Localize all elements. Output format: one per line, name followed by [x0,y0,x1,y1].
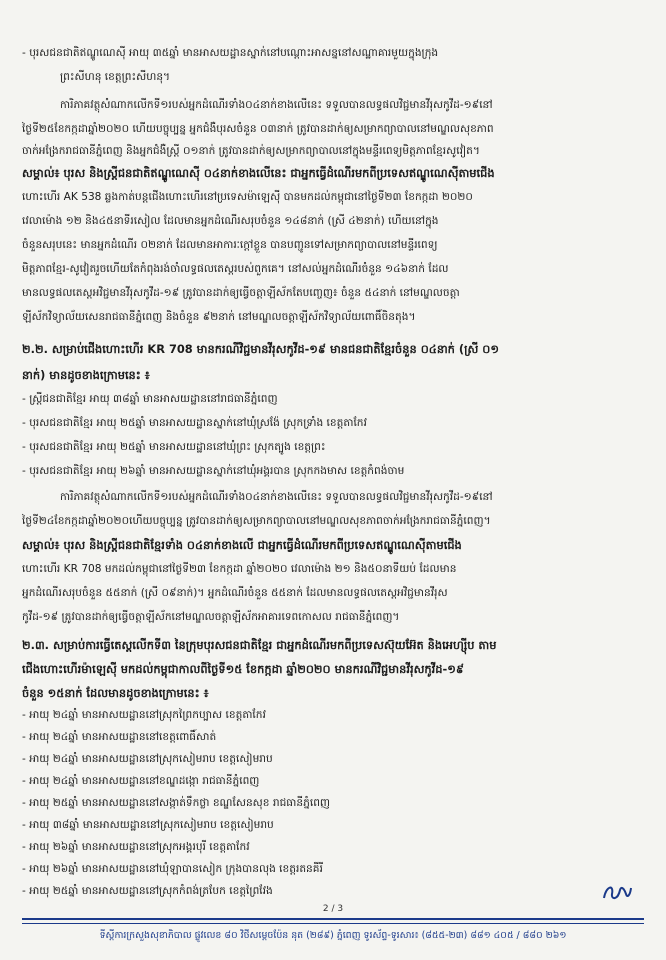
signature-mark [600,880,634,904]
body-line: វេលាម៉ោង ១២ និង៤៥នាទីរសៀល ដែលមានអ្នកដំណើរសរុបចំនួន ១៤៨នាក់ (ស្រី ៤២នាក់) ហើយនៅក្នុង [22,215,439,227]
body-line: ថ្ងៃទី២៤ខែកក្កដាឆ្នាំ២០២០ហើយបច្ចុប្បន្ន ត្រូវបានដាក់ឲ្យសម្រាកព្យាបាលនៅមណ្ឌលសុខភាពចាក់អង្រែករាជធានីភ្នំពេញ។ [22,515,491,527]
list-item: - អាយុ ២៤ឆ្នាំ មានអាសយដ្ឋាននៅស្រុកព្រៃកប្បាស ខេត្តតាកែវ [22,709,266,721]
list-item: - អាយុ ២៥ឆ្នាំ មានអាសយដ្ឋាននៅស្រុកកំពង់ត្របែក ខេត្តព្រៃវែង [22,885,273,897]
body-line: ហោះហើរ KR 708 មកដល់កម្ពុជានៅថ្ងៃទី២៣ ខែកក្កដា ឆ្នាំ២០២០ វេលាម៉ោង ២១ និង៥០នាទីយប់ ដែលមាន [22,563,457,575]
list-item: - ស្ត្រីជនជាតិខ្មែរ អាយុ ៣៨ឆ្នាំ មានអាសយដ្ឋាននៅរាជធានីភ្នំពេញ [22,393,278,405]
body-line: ចាក់អង្រែករាជធានីភ្នំពេញ និងអ្នកជំងឺស្ត្រី ០១នាក់ ត្រូវបានដាក់ឲ្យសម្រាកព្យាបាលនៅក្នុងមន្ទីរពេទ្យមិត្តភាពខ្មែរសូវៀត។ [22,145,480,157]
body-line: មានលទ្ធផលតេស្តអវិជ្ជមានវីរុសកូវីដ-១៩ ត្រូវបានដាក់ឲ្យធ្វើចត្តាឡីស័កតែបញ្ចេញ៖ ចំនួន ៥៤នាក់ នៅមណ្ឌលចត្តា [22,287,460,299]
body-line: ចំនួនសរុបនេះ មានអ្នកដំណើរ ០២នាក់ ដែលមានអាការៈក្តៅខ្លួន បានបញ្ជូនទៅសម្រាកព្យាបាលនៅមន្ទីរពេទ្យ [22,239,438,251]
section-heading: នាក់) មានដូចខាងក្រោមនេះ ៖ [22,368,150,382]
body-line: ឡីស័កវិទ្យាល័យសេនរាជធានីភ្នំពេញ និងចំនួន ៩២នាក់ នៅមណ្ឌលចត្តាឡីស័កវិទ្យាល័យពោធិ៍ចិនតុង។ [22,311,416,323]
body-line: ហោះហើរ AK 538 ឆ្លងកាត់បន្តជើងហោះហើរនៅប្រទេសម៉ាឡេស៊ី បានមកដល់កម្ពុជានៅថ្ងៃទី២៣ ខែកក្កដា ២០២០ [22,191,473,203]
footer-address: ទីស្តីការក្រសួងសុខាភិបាល ផ្លូវលេខ ៨០ វិថីសម្តេចប៉ែន នុត (២៨៩) ភ្នំពេញ ទូរស័ព្ទ-ទូរសារ៖ (៨៥៥-២៣) ៨៨១ ៤០៥ / ៨៨០ ២៦១ [99,930,567,941]
list-item: - អាយុ ២៥ឆ្នាំ មានអាសយដ្ឋាននៅសង្កាត់ទឹកថ្លា ខណ្ឌសែនសុខ រាជធានីភ្នំពេញ [22,797,331,809]
list-item: - អាយុ ២៤ឆ្នាំ មានអាសយដ្ឋាននៅស្រុកសៀមរាប ខេត្តសៀមរាប [22,753,273,765]
footer-rule [22,918,644,920]
list-item: - អាយុ ២៦ឆ្នាំ មានអាសយដ្ឋាននៅឃុំឡាបានសៀក ក្រុងបានលុង ខេត្តរតនគីរី [22,863,323,875]
list-item: - អាយុ ២៤ឆ្នាំ មានអាសយដ្ឋាននៅខណ្ឌដង្កោ រាជធានីភ្នំពេញ [22,775,260,787]
note-line: សម្គាល់៖ បុរស និងស្ត្រីជនជាតិខ្មែរទាំង ០៤នាក់ខាងលើ ជាអ្នកធ្វើដំណើរមកពីប្រទេសឥណ្ឌូណេស៊ីតាមជើង [22,538,462,552]
body-line: ថ្ងៃទី២៥ខែកក្កដាឆ្នាំ២០២០ ហើយបច្ចុប្បន្ន អ្នកជំងឺបុរសចំនួន ០៣នាក់ ត្រូវបានដាក់ឲ្យសម្រាកព្យាបាលនៅមណ្ឌលសុខភាព [22,123,494,135]
footer-rule [22,923,644,924]
list-item: - បុរសជនជាតិខ្មែរ អាយុ ២៥ឆ្នាំ មានអាសយដ្ឋាននៅឃុំព្រះ ស្រុកត្បូង ខេត្តព្រះ [22,441,326,453]
document-page [22,16,644,946]
body-line: ការិភាគវត្ថុសំណាកលើកទី១របស់អ្នកដំណើរទាំង០៤នាក់ខាងលើនេះ ទទួលបានលទ្ធផលវិជ្ជមានវីរុសកូវីដ-១៩នៅ [60,491,493,503]
list-item: - អាយុ ២៦ឆ្នាំ មានអាសយដ្ឋាននៅស្រុកអង្គរបុរី ខេត្តតាកែវ [22,841,250,853]
section-heading: ២.២. សម្រាប់ជើងហោះហើរ KR 708 មានករណីវិជ្ជមានវីរុសកូវីដ-១៩ មានជនជាតិខ្មែរចំនួន ០៤នាក់ (ស្រី ០១ [22,342,499,356]
body-line: មិត្តភាពខ្មែរ-សូវៀតរួចហើយតែកំពុងរង់ចាំលទ្ធផលតេស្តរបស់ពួកគេ។ នៅសល់អ្នកដំណើរចំនួន ១៤៦នាក់ ដែល [22,263,449,275]
body-line: អ្នកដំណើរសរុបចំនួន ៥៥នាក់ (ស្រី ០៩នាក់)។ អ្នកដំណើរចំនួន ៥៥នាក់ ដែលមានលទ្ធផលតេស្តអវិជ្ជមានវីរុស [22,587,448,599]
body-line: ព្រះសីហនុ ខេត្តព្រះសីហនុ។ [60,71,171,83]
note-line: សម្គាល់៖ បុរស និងស្ត្រីជនជាតិឥណ្ឌូណេស៊ី ០៤នាក់ខាងលើនេះ ជាអ្នកធ្វើដំណើរមកពីប្រទេសឥណ្ឌូណេស៊ីតាមជើង [22,166,495,180]
section-heading: ជើងហោះហើរម៉ាឡេស៊ី មកដល់កម្ពុជាកាលពីថ្ងៃទី១៥ ខែកក្កដា ឆ្នាំ២០២០ មានករណីវិជ្ជមានវីរុសកូវីដ-១៩ [22,662,464,676]
list-item: - បុរសជនជាតិខ្មែរ អាយុ ២៦ឆ្នាំ មានអាសយដ្ឋានស្នាក់នៅឃុំអង្គរបាន ស្រុកកងមាស ខេត្តកំពង់ចាម [22,465,405,477]
page-number: 2 / 3 [322,904,344,914]
list-item: - បុរសជនជាតិខ្មែរ អាយុ ២៥ឆ្នាំ មានអាសយដ្ឋានស្នាក់នៅឃុំស្រង៉ែ ស្រុកទ្រាំង ខេត្តតាកែវ [22,417,367,429]
body-line: កូវីដ-១៩ ត្រូវបានដាក់ឲ្យធ្វើចត្តាឡីស័កនៅមណ្ឌលចត្តាឡីស័កអាគារទេពកោសល រាជធានីភ្នំពេញ។ [22,611,400,623]
section-heading: ចំនួន ១៥នាក់ ដែលមានដូចខាងក្រោមនេះ ៖ [22,686,209,700]
body-line: ការិភាគវត្ថុសំណាកលើកទី១របស់អ្នកដំណើរទាំង០៤នាក់ខាងលើនេះ ទទួលបានលទ្ធផលវិជ្ជមានវីរុសកូវីដ-១៩នៅ [60,99,493,111]
list-item: - អាយុ ២៤ឆ្នាំ មានអាសយដ្ឋាននៅខេត្តពោធិ៍សាត់ [22,731,217,743]
section-heading: ២.៣. សម្រាប់ការធ្វើតេស្តលើកទី៣ នៃក្រុមបុរសជនជាតិខ្មែរ ជាអ្នកដំណើរមកពីប្រទេសស៊ុយអ៊ែត និងអេហ្ស៊ីប តាម [22,638,497,652]
list-item: - អាយុ ៣៨ឆ្នាំ មានអាសយដ្ឋាននៅស្រុកសៀមរាប ខេត្តសៀមរាប [22,819,274,831]
body-line: - បុរសជនជាតិឥណ្ឌូណេស៊ី អាយុ ៣៥ឆ្នាំ មានអាសយដ្ឋានស្នាក់នៅបណ្ដោះអាសន្ននៅសណ្ឋាគារមួយក្នុងក្រុង [22,47,439,59]
